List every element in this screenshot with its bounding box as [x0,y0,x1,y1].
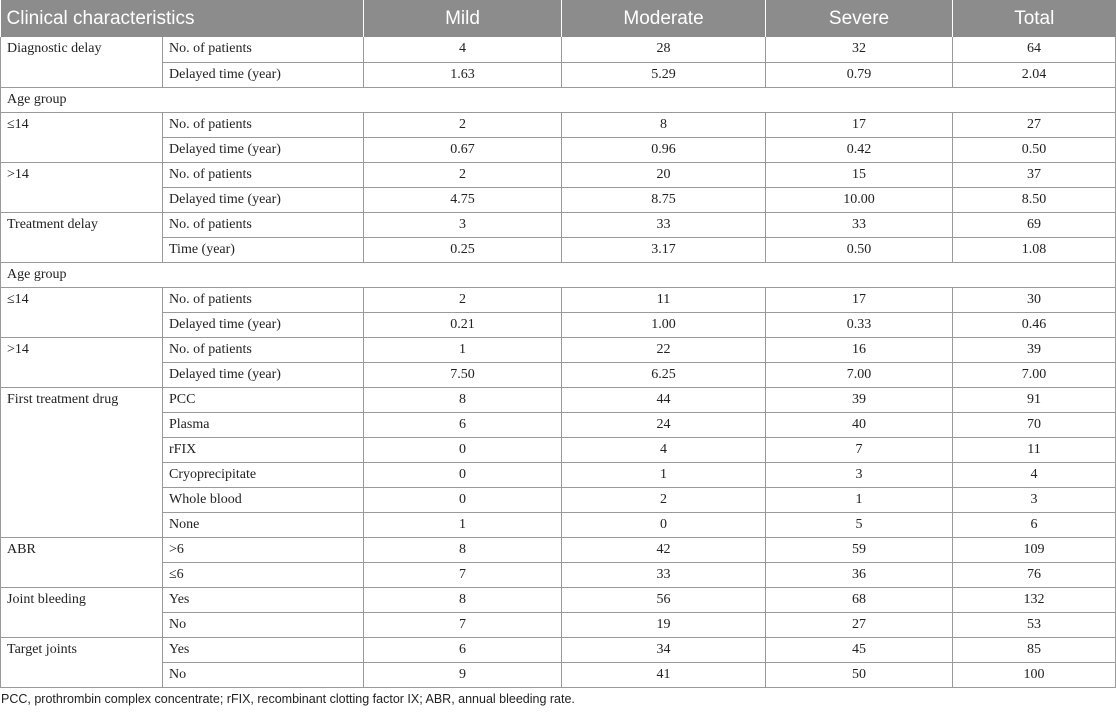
table-row [1,312,1116,337]
mild-value: 7 [364,612,562,637]
total-value: 3 [953,487,1116,512]
total-value: 30 [953,287,1116,312]
mild-value: 2 [364,162,562,187]
group-label: >14 [1,162,163,212]
table-body [1,37,1116,687]
severe-value: 0.42 [766,137,953,162]
severe-value: 17 [766,112,953,137]
table-row [1,287,1116,312]
mild-value: 0 [364,487,562,512]
table-row [1,212,1116,237]
moderate-value: 5.29 [562,62,766,87]
table-row [1,587,1116,612]
group-label: Joint bleeding [1,587,163,637]
severe-value: 45 [766,637,953,662]
total-value: 64 [953,37,1116,62]
moderate-value: 3.17 [562,237,766,262]
severe-value: 17 [766,287,953,312]
row-label: >6 [163,537,364,562]
moderate-value: 6.25 [562,362,766,387]
row-label: No. of patients [163,37,364,62]
moderate-value: 0.96 [562,137,766,162]
row-label: Delayed time (year) [163,312,364,337]
moderate-value: 41 [562,662,766,687]
mild-value: 6 [364,637,562,662]
severe-value: 3 [766,462,953,487]
mild-value: 2 [364,112,562,137]
severe-value: 68 [766,587,953,612]
mild-value: 1.63 [364,62,562,87]
table-row [1,637,1116,662]
moderate-value: 33 [562,562,766,587]
row-label: No. of patients [163,337,364,362]
total-value: 69 [953,212,1116,237]
table-row [1,337,1116,362]
table-row [1,487,1116,512]
row-label: Plasma [163,412,364,437]
mild-value: 4.75 [364,187,562,212]
row-label: No. of patients [163,162,364,187]
severe-value: 40 [766,412,953,437]
total-value: 109 [953,537,1116,562]
moderate-value: 1.00 [562,312,766,337]
mild-value: 6 [364,412,562,437]
moderate-value: 11 [562,287,766,312]
table-row [1,437,1116,462]
moderate-value: 56 [562,587,766,612]
table-row [1,462,1116,487]
moderate-value: 4 [562,437,766,462]
severe-value: 10.00 [766,187,953,212]
row-label: No. of patients [163,112,364,137]
moderate-value: 22 [562,337,766,362]
table-row [1,187,1116,212]
group-label: >14 [1,337,163,387]
total-value: 2.04 [953,62,1116,87]
table-footnote: PCC, prothrombin complex concentrate; rFIX, recombinant clotting factor IX; ABR, annual bleeding rate. [1,692,575,706]
mild-value: 8 [364,587,562,612]
header-total: Total [953,0,1116,37]
header-severe: Severe [766,0,953,37]
row-label: No. of patients [163,212,364,237]
moderate-value: 20 [562,162,766,187]
mild-value: 2 [364,287,562,312]
total-value: 1.08 [953,237,1116,262]
moderate-value: 33 [562,212,766,237]
mild-value: 1 [364,337,562,362]
row-label: No. of patients [163,287,364,312]
row-label: Delayed time (year) [163,137,364,162]
total-value: 0.50 [953,137,1116,162]
row-label: Whole blood [163,487,364,512]
mild-value: 7 [364,562,562,587]
table-row [1,562,1116,587]
severe-value: 7 [766,437,953,462]
row-label: Cryoprecipitate [163,462,364,487]
mild-value: 3 [364,212,562,237]
table-row [1,62,1116,87]
total-value: 4 [953,462,1116,487]
table-row [1,512,1116,537]
table-row [1,162,1116,187]
total-value: 0.46 [953,312,1116,337]
severe-value: 15 [766,162,953,187]
severe-value: 0.33 [766,312,953,337]
row-label: No [163,662,364,687]
row-label: Time (year) [163,237,364,262]
mild-value: 0.25 [364,237,562,262]
mild-value: 9 [364,662,562,687]
moderate-value: 28 [562,37,766,62]
row-label: Delayed time (year) [163,187,364,212]
group-label: ABR [1,537,163,587]
moderate-value: 44 [562,387,766,412]
table-row [1,112,1116,137]
row-label: Yes [163,587,364,612]
severe-value: 0.50 [766,237,953,262]
table-row [1,37,1116,62]
row-label: None [163,512,364,537]
mild-value: 0 [364,437,562,462]
severe-value: 1 [766,487,953,512]
table-row [1,662,1116,687]
header-moderate: Moderate [562,0,766,37]
severe-value: 5 [766,512,953,537]
severe-value: 39 [766,387,953,412]
total-value: 8.50 [953,187,1116,212]
total-value: 76 [953,562,1116,587]
mild-value: 8 [364,537,562,562]
severe-value: 50 [766,662,953,687]
mild-value: 0.67 [364,137,562,162]
total-value: 70 [953,412,1116,437]
group-label: Treatment delay [1,212,163,262]
total-value: 53 [953,612,1116,637]
severe-value: 0.79 [766,62,953,87]
header-clinical-characteristics: Clinical characteristics [1,0,364,37]
table-row [1,237,1116,262]
table-row [1,412,1116,437]
total-value: 27 [953,112,1116,137]
row-label: rFIX [163,437,364,462]
moderate-value: 0 [562,512,766,537]
mild-value: 8 [364,387,562,412]
moderate-value: 8.75 [562,187,766,212]
severe-value: 27 [766,612,953,637]
moderate-value: 8 [562,112,766,137]
section-heading: Age group [1,87,1116,112]
row-label: PCC [163,387,364,412]
severe-value: 16 [766,337,953,362]
mild-value: 0.21 [364,312,562,337]
mild-value: 7.50 [364,362,562,387]
group-label: First treatment drug [1,387,163,537]
mild-value: 4 [364,37,562,62]
group-label: ≤14 [1,287,163,337]
group-label: ≤14 [1,112,163,162]
severe-value: 33 [766,212,953,237]
moderate-value: 2 [562,487,766,512]
moderate-value: 42 [562,537,766,562]
row-label: Delayed time (year) [163,362,364,387]
severe-value: 36 [766,562,953,587]
total-value: 132 [953,587,1116,612]
table-row [1,137,1116,162]
total-value: 85 [953,637,1116,662]
section-heading-row [1,262,1116,287]
total-value: 11 [953,437,1116,462]
moderate-value: 19 [562,612,766,637]
mild-value: 0 [364,462,562,487]
severe-value: 7.00 [766,362,953,387]
row-label: No [163,612,364,637]
group-label: Diagnostic delay [1,37,163,87]
table-row [1,387,1116,412]
moderate-value: 34 [562,637,766,662]
table-row [1,362,1116,387]
table-row [1,612,1116,637]
header-row [1,0,1116,37]
group-label: Target joints [1,637,163,687]
total-value: 6 [953,512,1116,537]
section-heading: Age group [1,262,1116,287]
total-value: 91 [953,387,1116,412]
total-value: 39 [953,337,1116,362]
section-heading-row [1,87,1116,112]
severe-value: 59 [766,537,953,562]
row-label: Yes [163,637,364,662]
header-mild: Mild [364,0,562,37]
total-value: 37 [953,162,1116,187]
mild-value: 1 [364,512,562,537]
table-row [1,537,1116,562]
total-value: 7.00 [953,362,1116,387]
total-value: 100 [953,662,1116,687]
moderate-value: 24 [562,412,766,437]
table-header [1,0,1116,37]
row-label: Delayed time (year) [163,62,364,87]
severe-value: 32 [766,37,953,62]
row-label: ≤6 [163,562,364,587]
moderate-value: 1 [562,462,766,487]
